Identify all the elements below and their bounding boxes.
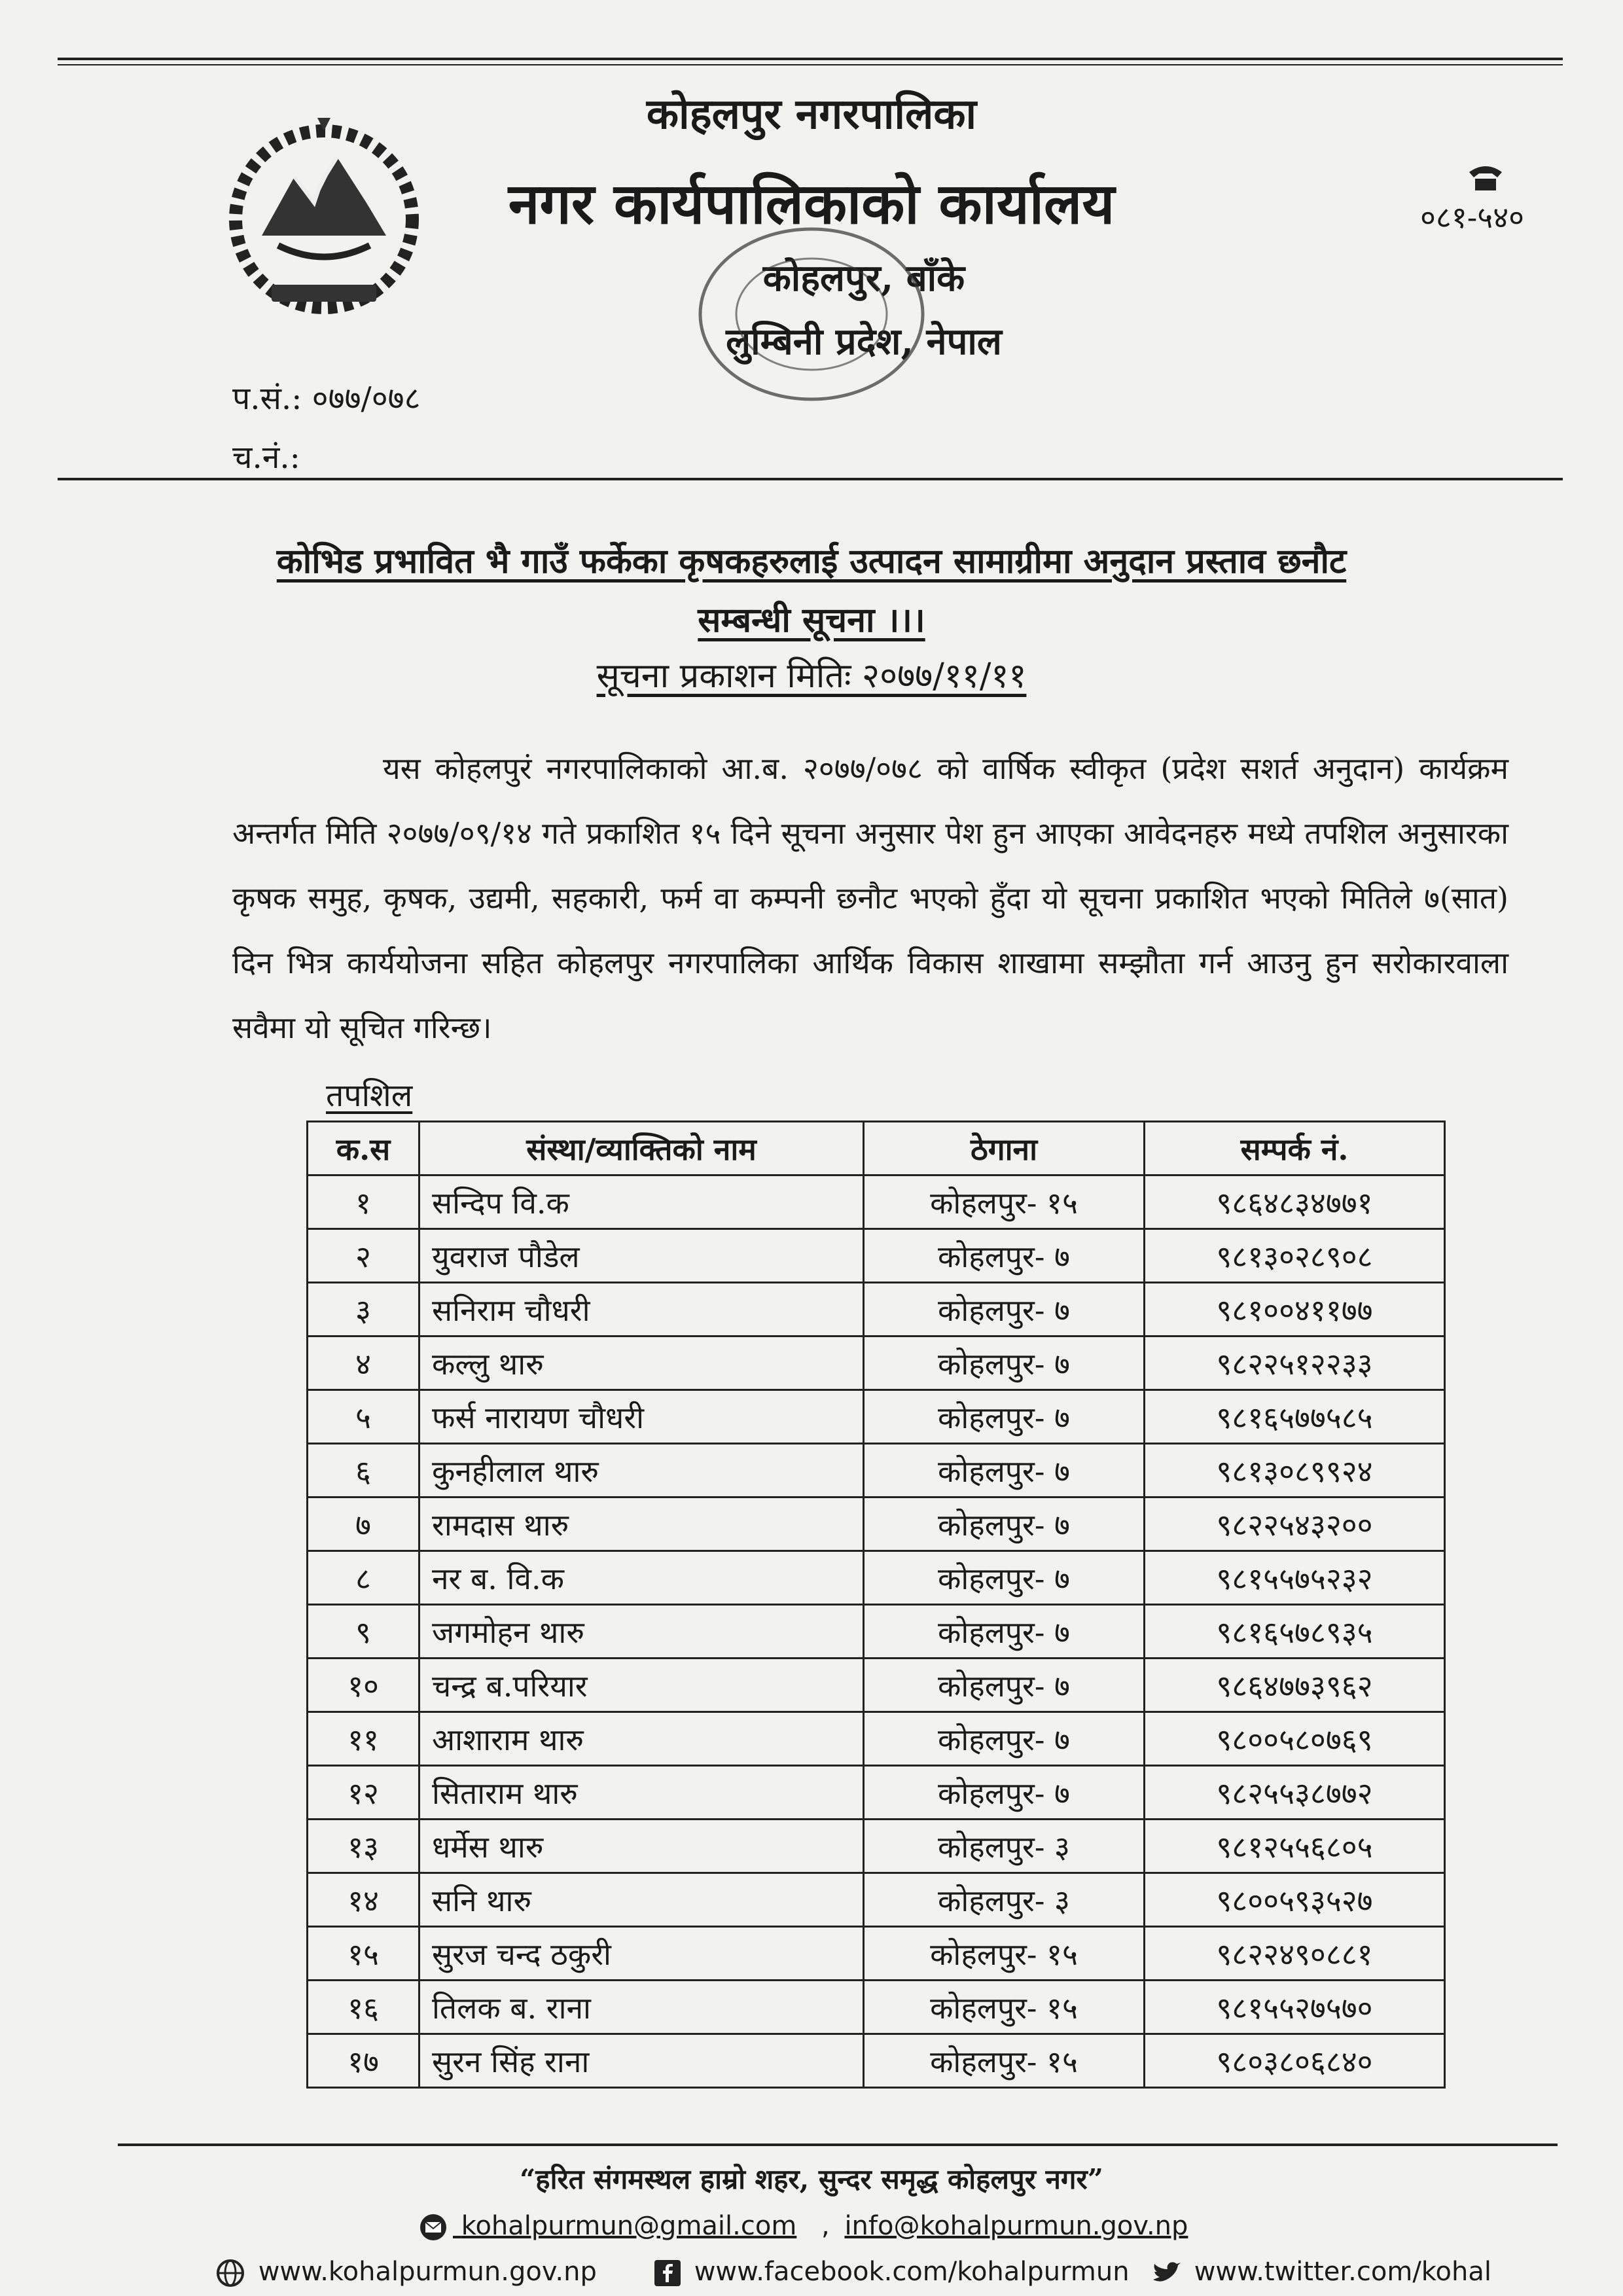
header-rule <box>58 478 1563 480</box>
province-line: लुम्बिनी प्रदेश, नेपाल <box>726 320 1002 363</box>
twitter-url[interactable]: www.twitter.com/kohal <box>1194 2257 1491 2287</box>
row-serial: ८ <box>308 1551 419 1605</box>
telephone-icon <box>1466 160 1505 193</box>
row-serial: १२ <box>308 1766 419 1820</box>
district-line: कोहलपुर, बाँके <box>762 257 965 300</box>
row-address: कोहलपुर- ७ <box>864 1390 1145 1444</box>
row-address: कोहलपुर- ७ <box>864 1336 1145 1390</box>
row-address: कोहलपुर- १५ <box>864 1981 1145 2034</box>
row-name: सुरन सिंह राना <box>419 2034 864 2088</box>
table-row <box>308 2034 1445 2088</box>
top-rule-thin <box>58 64 1563 65</box>
table-row <box>308 1712 1445 1766</box>
email-primary[interactable]: kohalpurmun@gmail.com <box>461 2211 797 2241</box>
col-contact: सम्पर्क नं. <box>1145 1122 1445 1175</box>
notice-title-line1: कोभिड प्रभावित भै गाउँ फर्केका कृषकहरुलाई उत्पादन सामाग्रीमा अनुदान प्रस्ताव छनौट <box>276 541 1347 581</box>
row-serial: २ <box>308 1229 419 1283</box>
row-address: कोहलपुर- ७ <box>864 1659 1145 1712</box>
row-serial: १७ <box>308 2034 419 2088</box>
row-contact: ९८१३०२८९०८ <box>1145 1229 1445 1283</box>
table-row <box>308 1927 1445 1981</box>
col-serial: क.स <box>308 1122 419 1175</box>
footer-rule <box>118 2144 1558 2146</box>
schedule-label: तपशिल <box>326 1077 413 1114</box>
row-serial: ४ <box>308 1336 419 1390</box>
phone-number: ०८१-५४० <box>1420 200 1525 235</box>
row-name: नर ब. वि.क <box>419 1551 864 1605</box>
row-serial: ५ <box>308 1390 419 1444</box>
row-contact: ९८१२५५६८०५ <box>1145 1820 1445 1873</box>
table-row <box>308 1981 1445 2034</box>
row-name: तिलक ब. राना <box>419 1981 864 2034</box>
row-name: कुनहीलाल थारु <box>419 1444 864 1498</box>
row-address: कोहलपुर- ७ <box>864 1498 1145 1551</box>
row-contact: ९८६४८३४७७१ <box>1145 1175 1445 1229</box>
table-header-row <box>308 1122 1445 1175</box>
row-contact: ९८१३०८९९२४ <box>1145 1444 1445 1498</box>
row-contact: ९८२५५३८७७२ <box>1145 1766 1445 1820</box>
notice-title-line2: सम्बन्धी सूचना ।।। <box>698 600 925 640</box>
table-row <box>308 1390 1445 1444</box>
row-serial: १० <box>308 1659 419 1712</box>
table-row <box>308 1175 1445 1229</box>
row-address: कोहलपुर- १५ <box>864 2034 1145 2088</box>
row-address: कोहलपुर- ७ <box>864 1229 1145 1283</box>
row-address: कोहलपुर- ७ <box>864 1605 1145 1659</box>
row-contact: ९८००५८०७६९ <box>1145 1712 1445 1766</box>
row-contact: ९८२२५१२२३३ <box>1145 1336 1445 1390</box>
row-serial: ९ <box>308 1605 419 1659</box>
row-serial: १ <box>308 1175 419 1229</box>
row-serial: १५ <box>308 1927 419 1981</box>
email-separator: , <box>821 2211 830 2241</box>
row-serial: ६ <box>308 1444 419 1498</box>
website-url[interactable]: www.kohalpurmun.gov.np <box>258 2257 597 2287</box>
row-contact: ९८१५५७५२३२ <box>1145 1551 1445 1605</box>
row-serial: १३ <box>308 1820 419 1873</box>
row-name: रामदास थारु <box>419 1498 864 1551</box>
selected-applicants-table <box>306 1121 1446 2089</box>
table-row <box>308 1659 1445 1712</box>
row-serial: ७ <box>308 1498 419 1551</box>
twitter-link <box>1152 2257 1491 2287</box>
table-row <box>308 1873 1445 1927</box>
footer-slogan: “हरित संगमस्थल हाम्रो शहर, सुन्दर समृद्ध कोहलपुर नगर” <box>520 2163 1103 2195</box>
row-address: कोहलपुर- ३ <box>864 1873 1145 1927</box>
row-contact: ९८२२४९०८८१ <box>1145 1927 1445 1981</box>
dispatch-number: च.नं.: <box>232 439 300 476</box>
facebook-url[interactable]: www.facebook.com/kohalpurmun <box>694 2257 1130 2287</box>
row-contact: ९८१६५७७५८५ <box>1145 1390 1445 1444</box>
row-name: सनिराम चौधरी <box>419 1283 864 1336</box>
row-contact: ९८०३८०६८४० <box>1145 2034 1445 2088</box>
row-address: कोहलपुर- ७ <box>864 1766 1145 1820</box>
website-link <box>216 2257 597 2287</box>
row-serial: १६ <box>308 1981 419 2034</box>
row-address: कोहलपुर- ७ <box>864 1444 1145 1498</box>
facebook-link <box>654 2257 1130 2287</box>
table-row <box>308 1820 1445 1873</box>
row-address: कोहलपुर- १५ <box>864 1927 1145 1981</box>
table-row <box>308 1336 1445 1390</box>
facebook-icon <box>654 2260 681 2286</box>
row-address: कोहलपुर- ७ <box>864 1712 1145 1766</box>
table-row <box>308 1229 1445 1283</box>
table-row <box>308 1551 1445 1605</box>
row-address: कोहलपुर- ७ <box>864 1283 1145 1336</box>
municipality-name: कोहलपुर नगरपालिका <box>646 90 977 139</box>
row-contact: ९८००५९३५२७ <box>1145 1873 1445 1927</box>
row-name: जगमोहन थारु <box>419 1605 864 1659</box>
email-links <box>419 2211 796 2242</box>
notice-date: सूचना प्रकाशन मितिः २०७७/११/११ <box>596 656 1027 696</box>
email-icon <box>419 2213 448 2242</box>
row-address: कोहलपुर- ७ <box>864 1551 1145 1605</box>
row-name: फर्स नारायण चौधरी <box>419 1390 864 1444</box>
row-address: कोहलपुर- ३ <box>864 1820 1145 1873</box>
row-name: चन्द्र ब.परियार <box>419 1659 864 1712</box>
row-serial: १४ <box>308 1873 419 1927</box>
twitter-icon <box>1152 2261 1181 2285</box>
table-row <box>308 1766 1445 1820</box>
col-address: ठेगाना <box>864 1122 1145 1175</box>
globe-icon <box>216 2259 245 2287</box>
reference-number: प.सं.: ०७७/०७८ <box>232 380 421 417</box>
row-name: सिताराम थारु <box>419 1766 864 1820</box>
table-row <box>308 1605 1445 1659</box>
col-name: संस्था/व्याक्तिको नाम <box>419 1122 864 1175</box>
row-serial: ३ <box>308 1283 419 1336</box>
row-name: सन्दिप वि.क <box>419 1175 864 1229</box>
row-name: युवराज पौडेल <box>419 1229 864 1283</box>
row-contact: ९८२२५४३२०० <box>1145 1498 1445 1551</box>
row-serial: ११ <box>308 1712 419 1766</box>
row-contact: ९८१६५७८९३५ <box>1145 1605 1445 1659</box>
row-name: आशाराम थारु <box>419 1712 864 1766</box>
table-row <box>308 1283 1445 1336</box>
row-name: सुरज चन्द ठकुरी <box>419 1927 864 1981</box>
row-contact: ९८१५५२७५७० <box>1145 1981 1445 2034</box>
row-contact: ९८१००४११७७ <box>1145 1283 1445 1336</box>
email-secondary[interactable]: info@kohalpurmun.gov.np <box>844 2211 1188 2241</box>
row-name: सनि थारु <box>419 1873 864 1927</box>
top-rule <box>58 58 1563 60</box>
row-contact: ९८६४७७३९६२ <box>1145 1659 1445 1712</box>
row-name: कल्लु थारु <box>419 1336 864 1390</box>
office-name: नगर कार्यपालिकाको कार्यालय <box>508 171 1115 237</box>
table-row <box>308 1444 1445 1498</box>
office-stamp-icon <box>674 209 949 419</box>
notice-body: यस कोहलपुरं नगरपालिकाको आ.ब. २०७७/०७८ को वार्षिक स्वीकृत (प्रदेश सशर्त अनुदान) कार्यक्रम अन्तर्गत मिति २०७७/०९/१४ गते प्रकाशित १५ दिने सूचना अनुसार पेश हुन आएका आवेदनहरु मध्ये तपशिल अनुसारका कृषक समुह, कृषक, उद्यमी, सहकारी, फर्म वा कम्पनी छनौट भएको हुँदा यो सूचना प्रकाशित भएको मितिले ७(सात) दिन भित्र कार्ययोजना सहित कोहलपुर नगरपालिका आर्थिक विकास शाखामा सम्झौता गर्न आउनु हुन सरोकारवाला सवैमा यो सूचित गरिन्छ। <box>232 751 1508 1045</box>
table-row <box>308 1498 1445 1551</box>
row-name: धर्मेस थारु <box>419 1820 864 1873</box>
email-secondary-wrap <box>821 2211 1188 2241</box>
row-address: कोहलपुर- १५ <box>864 1175 1145 1229</box>
